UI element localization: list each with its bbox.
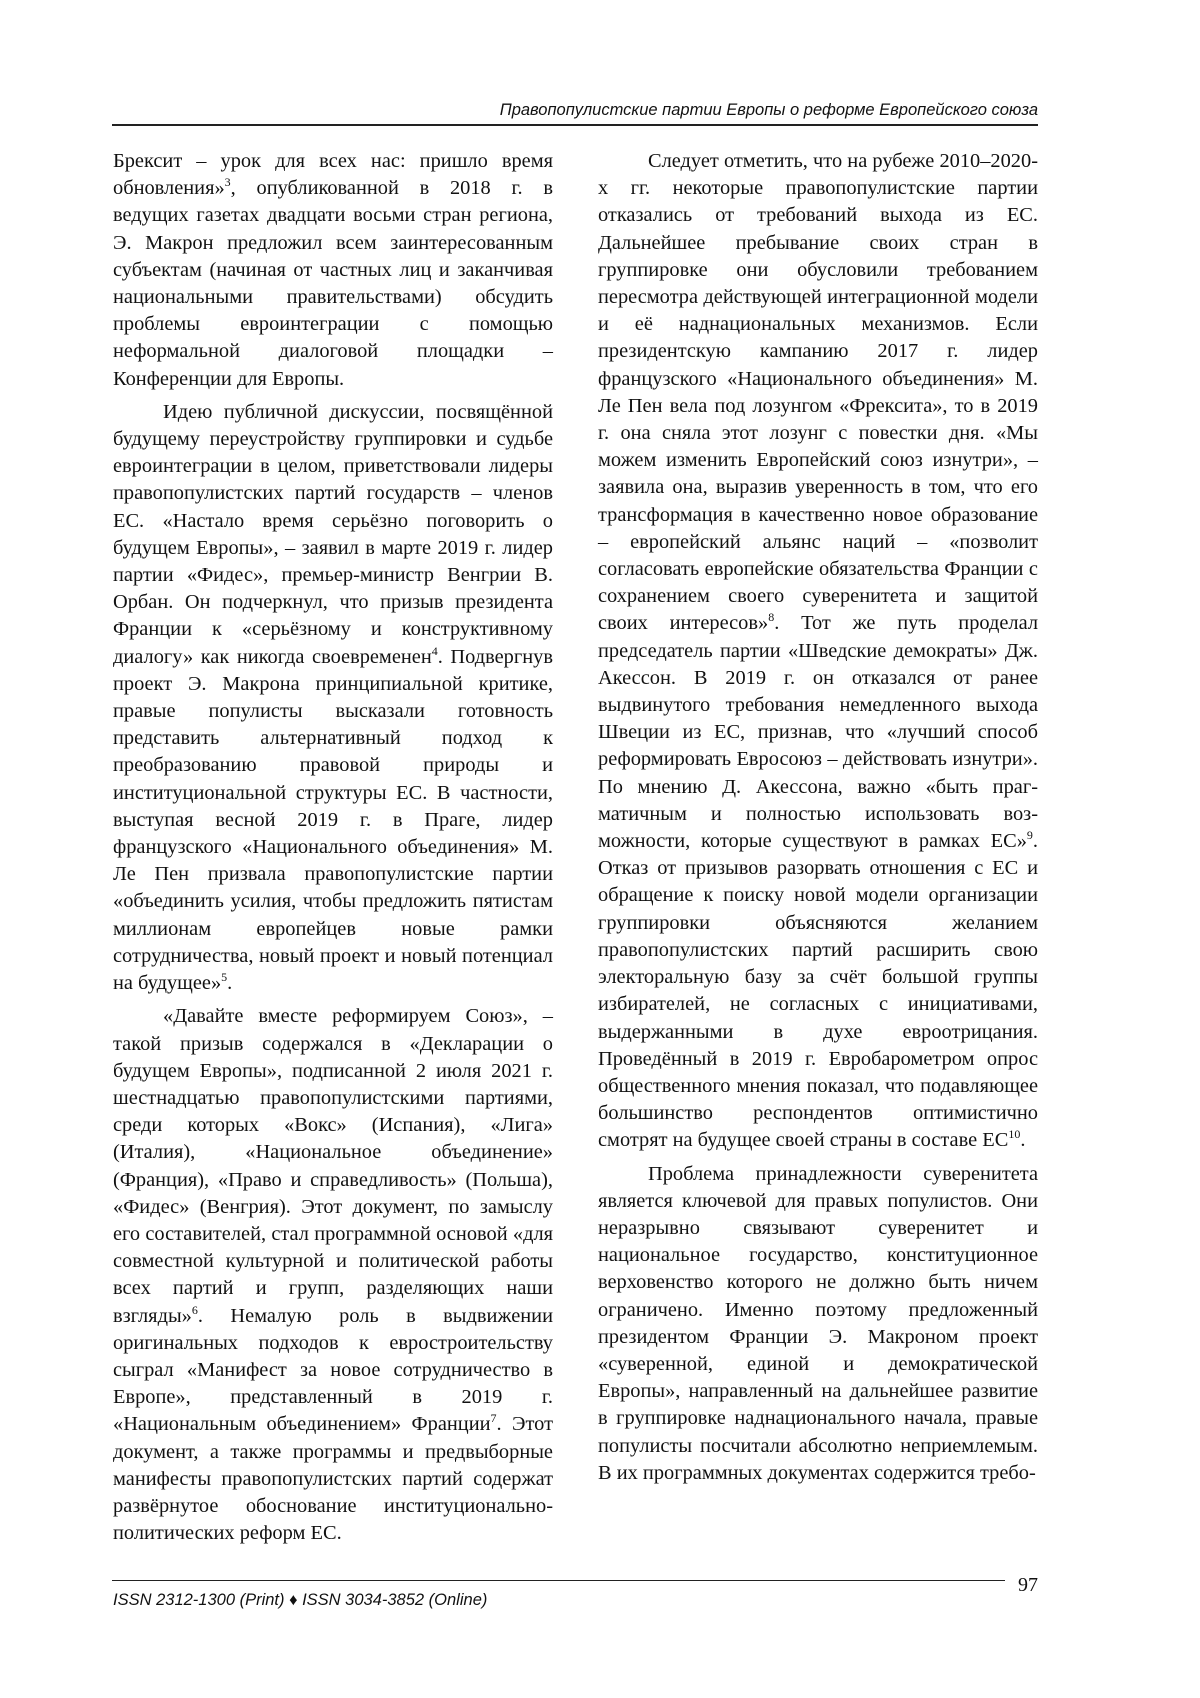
footnote-ref-3: 3 [224, 175, 231, 190]
footnote-ref-6: 6 [191, 1302, 198, 1317]
paragraph-2 [113, 399, 553, 997]
right-column [598, 148, 1038, 1493]
text-run: . [1020, 1129, 1026, 1152]
paragraph-1 [113, 148, 553, 393]
text-run: . Тот же путь проделал председатель партии «Шведские демократы» Дж. Акессон. В 2019 г. он отказался от ранее выдвинутого требования немедленного выхода Швеции из ЕС, признав, что «лучший способ реформировать Евросоюз – действовать изнутри». По мнению Д. Акессона, важно «быть прагматичным и полностью использовать возможности, которые существуют в рамках ЕС» [598, 612, 1038, 853]
paragraph-4 [598, 148, 1038, 1155]
text-run: . Немалую роль в выдвижении оригинальных подходов к евростроительству сыграл «Манифест за новое сотрудничество в Европе», представленный в 2019 г. «Национальным объединением» Франции [113, 1304, 553, 1436]
paragraph-3 [113, 1003, 553, 1547]
text-run: . [227, 972, 233, 995]
text-run: . Подвергнув проект Э. Макрона принципиальной критике, правые популисты высказали готовность представить альтернативный подход к преобразованию правовой природы и институциональной структуры ЕС. В частности, выступая весной 2019 г. в Праге, лидер французского «Национального объединения» М. Ле Пен призвала правопопулистские партии «объединить усилия, чтобы предложить пятистам миллионам европейцев новые рамки сотрудничества, новый проект и новый потенциал на будущее» [113, 645, 553, 995]
text-run: , опубликованной в 2018 г. в ведущих газетах двадцати восьми стран региона, Э. Макрон предложил всем заинтересованным субъектам (начиная от частных лиц и заканчивая национальными правительствами) обсудить проблемы евроинтеграции с помощью неформальной диалоговой площадки – Конференции для Европы. [113, 177, 553, 390]
text-run: . Этот документ, а также программы и предвыборные манифесты правопопулистских партий содержат развёрнутое обоснование институционально-политических реформ ЕС. [113, 1413, 553, 1545]
footnote-ref-4: 4 [431, 643, 438, 658]
page-number: 97 [1018, 1574, 1038, 1596]
footnote-ref-10: 10 [1008, 1127, 1021, 1142]
footnote-ref-9: 9 [1026, 828, 1033, 843]
text-run: Брексит – урок для всех нас: пришло время обновления» [113, 150, 553, 200]
text-run: . Отказ от призывов разорвать отношения с ЕС и обращение к поиску новой модели организации группировки объясняются желанием правопопулистских партий расширить свою электоральную базу за счёт большой группы избирателей, не согласных с инициативами, выдержанными в духе евроотрицания. Проведённый в 2019 г. Евробарометром опрос общественного мнения показал, что подавляющее большинство респондентов оптимистично смотрят на будущее своей страны в составе ЕС [598, 830, 1038, 1152]
paragraph-5: Проблема принадлежности суверенитета является ключевой для правых популистов. Они неразрывно связывают суверенитет и национальное государство, конституционное верховенство которого не должно быть ничем ограничено. Именно поэтому предложенный президентом Франции Э. Макроном проект «суверенной, единой и демократической Европы», направленный на дальнейшее развитие в группировке наднационального начала, правые популисты посчитали абсолютно неприемлемым. В их программных документах содержится требо- [598, 1162, 1038, 1484]
text-run: Следует отметить, что на рубеже 2010–2020-х гг. некоторые правопопулистские партии отказались от требований выхода из ЕС. Дальнейшее пребывание своих стран в группировке они обусловили требованием пересмотра действующей интеграционной модели и её наднациональных механизмов. Если президентскую кампанию 2017 г. лидер французского «Национального объединения» М. Ле Пен вела под лозунгом «Фрексита», то в 2019 г. она сняла этот лозунг с повестки дня. «Мы можем изменить Европейский союз изнутри», – заявила она, выразив уверенность в том, что его трансформация в качественно новое образование – европейский альянс наций – «позволит согласовать европейские обязательства Франции с сохранением своего суверенитета и защитой своих интересов» [598, 150, 1038, 635]
footnote-ref-8: 8 [768, 610, 775, 625]
text-run: Идею публичной дискуссии, посвящённой будущему переустройству группировки и судьбе евроинтеграции в целом, приветствовали лидеры правопопулистских партий государств – членов ЕС. «Настало время серьёзно поговорить о будущем Европы», – заявил в марте 2019 г. лидер партии «Фидес», премьер-министр Венгрии В. Орбан. Он подчеркнул, что призыв президента Франции к «серьёзному и конструктивному диалогу» как никогда своевременен [113, 400, 553, 668]
left-column [113, 148, 553, 1553]
footer-rule [112, 1580, 1005, 1581]
issn-line: ISSN 2312-1300 (Print) ♦ ISSN 3034-3852 (Online) [113, 1591, 488, 1609]
footnote-ref-7: 7 [490, 1411, 497, 1426]
footnote-ref-5: 5 [221, 970, 228, 985]
running-title: Правопопулистские партии Европы о реформе Европейского союза [112, 100, 1038, 126]
text-run: «Давайте вместе реформируем Союз», – такой призыв содержался в «Декларации о будущем Европы», подписанной 2 июля 2021 г. шестнадцатью правопопулистскими партиями, среди которых «Вокс» (Испания), «Лига» (Италия), «Национальное объединение» (Франция), «Право и справедливость» (Польша), «Фидес» (Венгрия). Этот документ, по замыслу его составителей, стал программной основой «для совместной культурной и политической работы всех партий и групп, разделяющих наши взгляды» [113, 1005, 553, 1327]
